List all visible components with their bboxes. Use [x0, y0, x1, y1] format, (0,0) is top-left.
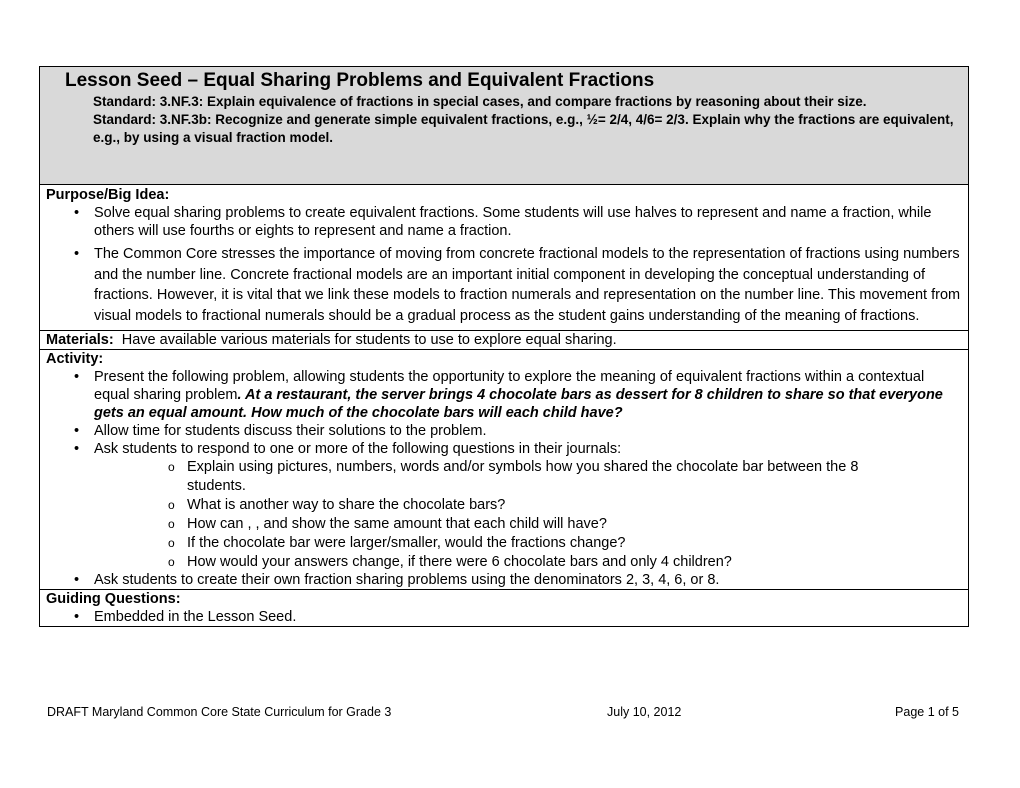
- list-item: [46, 368, 962, 422]
- activity-list-end: [46, 572, 962, 589]
- list-item: • Ask students to create their own fraction sharing problems using the denominators 2, 3, 4, 6, or 8.: [46, 572, 962, 589]
- purpose-label: Purpose/Big Idea:: [46, 187, 170, 203]
- question-item: o Explain using pictures, numbers, words and/or symbols how you shared the chocolate bar between the 8 students.: [46, 458, 962, 496]
- activity-list: [46, 368, 962, 458]
- footer-title: DRAFT Maryland Common Core State Curriculum for Grade 3: [47, 705, 392, 719]
- question-item: o How would your answers change, if there were 6 chocolate bars and only 4 children?: [46, 553, 962, 572]
- list-item: • The Common Core stresses the importance of moving from concrete fractional models to the representation of fractions using numbers and the number line. Concrete fractional models are an important initial component in developing the conceptual understanding of fractions. However, it is vital that we link these models to fraction numerals and representation on the number line. This movement from visual models to fractional numerals should be a gradual process as the student gains understanding of the meaning of fractions.: [46, 244, 962, 326]
- problem-statement: . At a restaurant, the server brings 4 chocolate bars as dessert for 8 children to share so that everyone gets an equal amount. How much of the chocolate bars will each child have?: [94, 387, 943, 421]
- footer-date: July 10, 2012: [607, 705, 682, 719]
- question-item: o If the chocolate bar were larger/smaller, would the fractions change?: [46, 534, 962, 553]
- materials-section: [40, 330, 968, 349]
- purpose-section: [40, 184, 968, 330]
- lesson-header: [40, 67, 968, 184]
- list-item: • Embedded in the Lesson Seed.: [46, 608, 962, 626]
- standard-3nf3: Standard: 3.NF.3: Explain equivalence of fractions in special cases, and compare fractions by reasoning about their size.: [93, 94, 867, 109]
- activity-label: Activity:: [46, 351, 104, 367]
- list-item: • Allow time for students discuss their solutions to the problem.: [46, 422, 962, 440]
- footer-page: Page 1 of 5: [895, 705, 959, 719]
- question-item: o How can , , and show the same amount that each child will have?: [46, 515, 962, 534]
- journal-questions: [46, 458, 962, 572]
- purpose-list: [46, 204, 962, 326]
- activity-section: [40, 349, 968, 589]
- problem-intro: Present the following problem, allowing students the opportunity to explore the meaning of equivalent fractions within a contextual equal sharing problem: [94, 369, 925, 403]
- materials-label: Materials:: [46, 332, 114, 348]
- list-item: • Ask students to respond to one or more of the following questions in their journals:: [46, 440, 962, 458]
- standard-3nf3b: Standard: 3.NF.3b: Recognize and generate simple equivalent fractions, e.g., ½= 2/4, 4/6= 2/3. Explain why the fractions are equivalent, e.g., by using a visual fraction model.: [93, 112, 954, 145]
- guiding-list: [46, 608, 962, 626]
- question-item: o What is another way to share the chocolate bars?: [46, 496, 962, 515]
- list-item: • Solve equal sharing problems to create equivalent fractions. Some students will use halves to represent and name a fraction, while others will use fourths or eights to represent and name a fraction.: [46, 204, 962, 240]
- guiding-section: [40, 589, 968, 626]
- lesson-table: [39, 66, 969, 627]
- lesson-title: Lesson Seed – Equal Sharing Problems and Equivalent Fractions: [65, 70, 655, 91]
- materials-text: Have available various materials for students to use to explore equal sharing.: [113, 332, 617, 348]
- guiding-label: Guiding Questions:: [46, 591, 181, 607]
